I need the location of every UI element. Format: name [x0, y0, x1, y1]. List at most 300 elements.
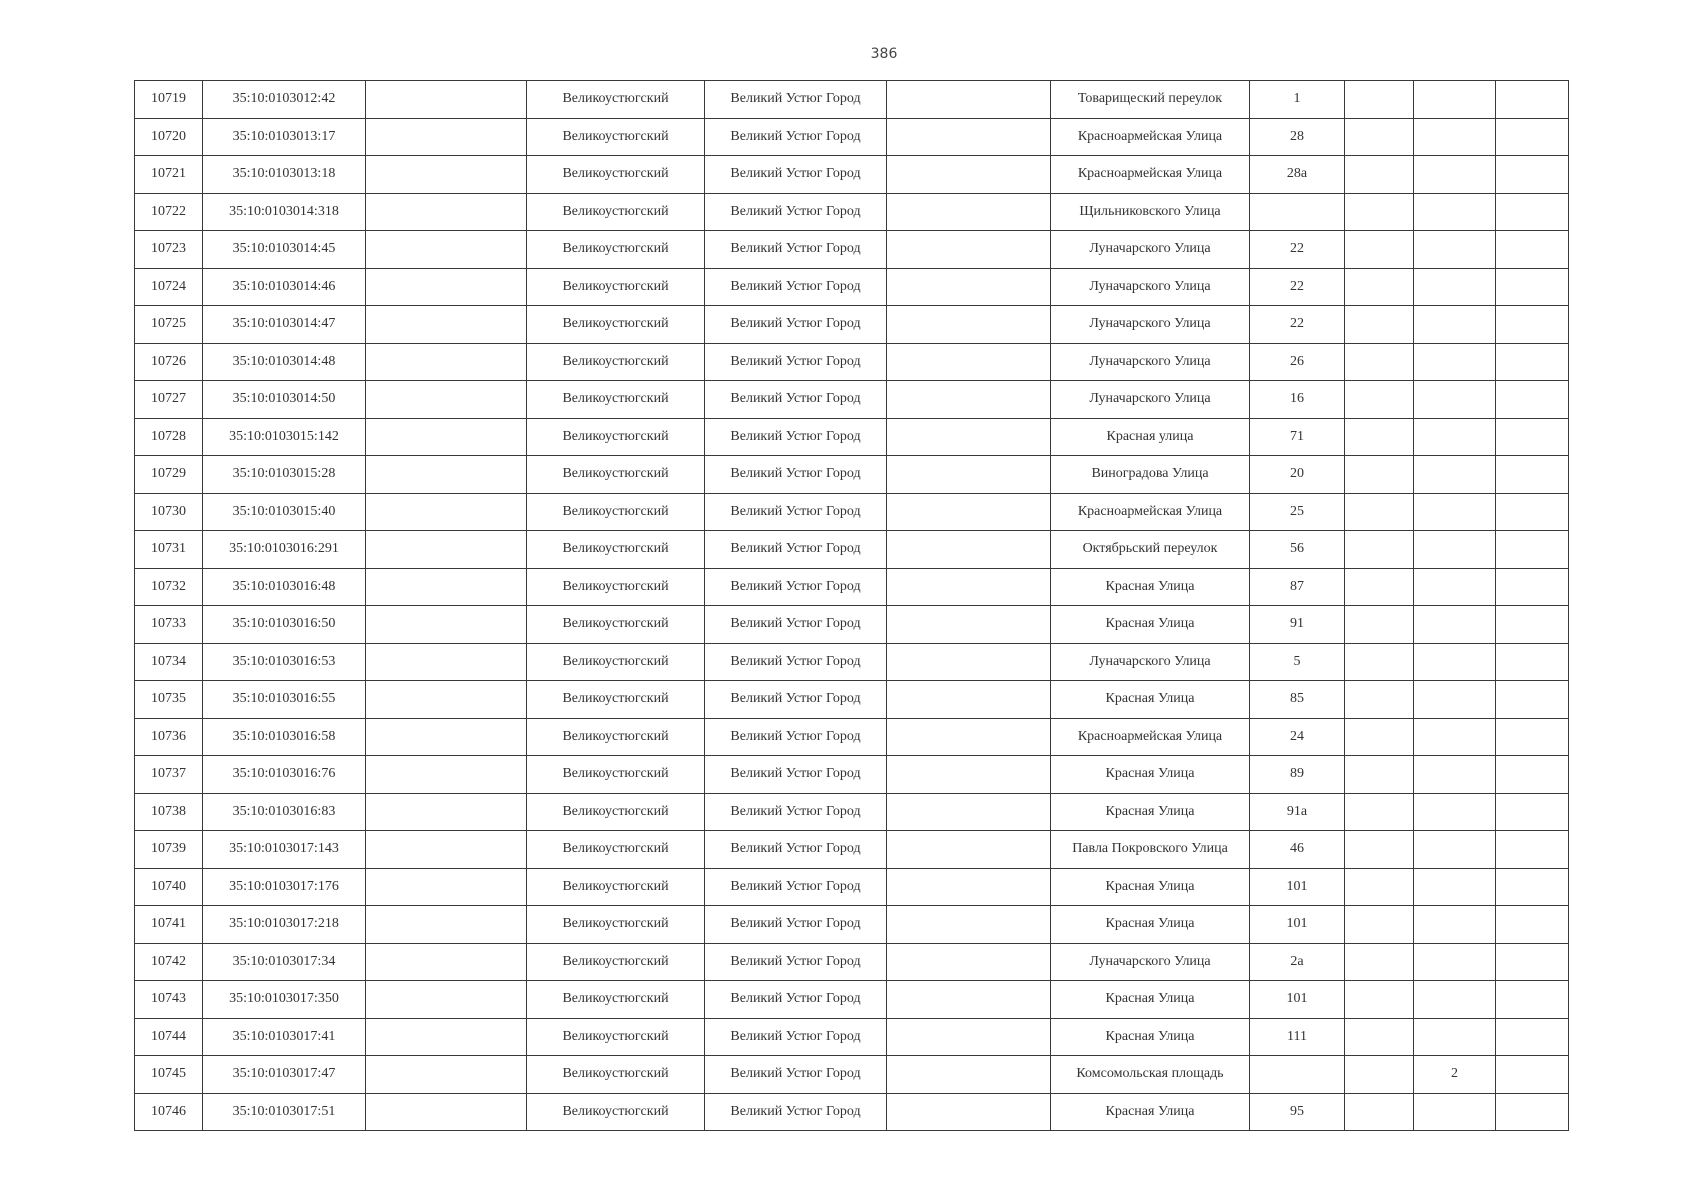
street-cell: Луначарского Улица — [1051, 643, 1250, 681]
empty-cell — [1345, 418, 1414, 456]
record-number-cell: 10719 — [135, 81, 203, 119]
extra-number-cell — [1414, 231, 1496, 269]
record-number-cell: 10738 — [135, 793, 203, 831]
house-number-cell: 101 — [1250, 906, 1345, 944]
street-cell: Красная Улица — [1051, 681, 1250, 719]
extra-number-cell — [1414, 343, 1496, 381]
record-number-cell: 10742 — [135, 943, 203, 981]
empty-cell — [1345, 1056, 1414, 1094]
empty-cell — [1345, 756, 1414, 794]
district-cell: Великоустюгский — [527, 756, 705, 794]
district-cell: Великоустюгский — [527, 606, 705, 644]
empty-cell — [1496, 1093, 1569, 1131]
empty-cell — [887, 868, 1051, 906]
locality-cell: Великий Устюг Город — [705, 606, 887, 644]
table-row — [135, 681, 1569, 719]
district-cell: Великоустюгский — [527, 1018, 705, 1056]
locality-cell: Великий Устюг Город — [705, 718, 887, 756]
district-cell: Великоустюгский — [527, 81, 705, 119]
empty-cell — [1496, 156, 1569, 194]
district-cell: Великоустюгский — [527, 831, 705, 869]
locality-cell: Великий Устюг Город — [705, 456, 887, 494]
empty-cell — [366, 868, 527, 906]
locality-cell: Великий Устюг Город — [705, 1093, 887, 1131]
empty-cell — [1345, 1093, 1414, 1131]
extra-number-cell — [1414, 643, 1496, 681]
empty-cell — [1345, 118, 1414, 156]
table-row — [135, 81, 1569, 119]
cadastral-number-cell: 35:10:0103012:42 — [203, 81, 366, 119]
record-number-cell: 10739 — [135, 831, 203, 869]
extra-number-cell — [1414, 118, 1496, 156]
empty-cell — [1345, 868, 1414, 906]
empty-cell — [1496, 81, 1569, 119]
empty-cell — [887, 231, 1051, 269]
empty-cell — [1496, 606, 1569, 644]
street-cell: Красноармейская Улица — [1051, 156, 1250, 194]
district-cell: Великоустюгский — [527, 906, 705, 944]
cadastral-number-cell: 35:10:0103017:41 — [203, 1018, 366, 1056]
house-number-cell: 85 — [1250, 681, 1345, 719]
extra-number-cell: 2 — [1414, 1056, 1496, 1094]
district-cell: Великоустюгский — [527, 381, 705, 419]
empty-cell — [887, 643, 1051, 681]
empty-cell — [1496, 268, 1569, 306]
cadastral-number-cell: 35:10:0103013:17 — [203, 118, 366, 156]
empty-cell — [1496, 643, 1569, 681]
street-cell: Красноармейская Улица — [1051, 493, 1250, 531]
extra-number-cell — [1414, 381, 1496, 419]
empty-cell — [887, 1018, 1051, 1056]
empty-cell — [887, 793, 1051, 831]
empty-cell — [1496, 756, 1569, 794]
empty-cell — [1345, 493, 1414, 531]
locality-cell: Великий Устюг Город — [705, 81, 887, 119]
record-number-cell: 10724 — [135, 268, 203, 306]
cadastral-number-cell: 35:10:0103017:176 — [203, 868, 366, 906]
empty-cell — [366, 493, 527, 531]
empty-cell — [1496, 981, 1569, 1019]
empty-cell — [887, 193, 1051, 231]
empty-cell — [1496, 1056, 1569, 1094]
locality-cell: Великий Устюг Город — [705, 268, 887, 306]
cadastral-number-cell: 35:10:0103017:47 — [203, 1056, 366, 1094]
empty-cell — [1496, 231, 1569, 269]
page-number: 386 — [870, 46, 898, 62]
cadastral-number-cell: 35:10:0103015:28 — [203, 456, 366, 494]
empty-cell — [1345, 381, 1414, 419]
table-row — [135, 531, 1569, 569]
district-cell: Великоустюгский — [527, 718, 705, 756]
empty-cell — [1345, 81, 1414, 119]
record-number-cell: 10743 — [135, 981, 203, 1019]
street-cell: Луначарского Улица — [1051, 268, 1250, 306]
empty-cell — [1496, 718, 1569, 756]
record-number-cell: 10720 — [135, 118, 203, 156]
record-number-cell: 10741 — [135, 906, 203, 944]
empty-cell — [1496, 343, 1569, 381]
locality-cell: Великий Устюг Город — [705, 793, 887, 831]
table-row — [135, 643, 1569, 681]
street-cell: Комсомольская площадь — [1051, 1056, 1250, 1094]
locality-cell: Великий Устюг Город — [705, 418, 887, 456]
extra-number-cell — [1414, 681, 1496, 719]
district-cell: Великоустюгский — [527, 343, 705, 381]
empty-cell — [1345, 193, 1414, 231]
empty-cell — [1345, 606, 1414, 644]
empty-cell — [1496, 456, 1569, 494]
empty-cell — [887, 156, 1051, 194]
table-row — [135, 306, 1569, 344]
extra-number-cell — [1414, 831, 1496, 869]
house-number-cell: 95 — [1250, 1093, 1345, 1131]
empty-cell — [366, 531, 527, 569]
locality-cell: Великий Устюг Город — [705, 906, 887, 944]
cadastral-number-cell: 35:10:0103017:34 — [203, 943, 366, 981]
street-cell: Красноармейская Улица — [1051, 118, 1250, 156]
empty-cell — [1345, 718, 1414, 756]
extra-number-cell — [1414, 868, 1496, 906]
locality-cell: Великий Устюг Город — [705, 643, 887, 681]
table-row — [135, 831, 1569, 869]
record-number-cell: 10722 — [135, 193, 203, 231]
district-cell: Великоустюгский — [527, 231, 705, 269]
locality-cell: Великий Устюг Город — [705, 831, 887, 869]
table-row — [135, 193, 1569, 231]
street-cell: Щильниковского Улица — [1051, 193, 1250, 231]
cadastral-number-cell: 35:10:0103017:143 — [203, 831, 366, 869]
empty-cell — [366, 1093, 527, 1131]
district-cell: Великоустюгский — [527, 456, 705, 494]
record-number-cell: 10723 — [135, 231, 203, 269]
empty-cell — [887, 1093, 1051, 1131]
street-cell: Товарищеский переулок — [1051, 81, 1250, 119]
empty-cell — [366, 81, 527, 119]
record-number-cell: 10745 — [135, 1056, 203, 1094]
locality-cell: Великий Устюг Город — [705, 118, 887, 156]
house-number-cell: 101 — [1250, 981, 1345, 1019]
cadastral-number-cell: 35:10:0103016:55 — [203, 681, 366, 719]
empty-cell — [887, 118, 1051, 156]
record-number-cell: 10746 — [135, 1093, 203, 1131]
record-number-cell: 10732 — [135, 568, 203, 606]
district-cell: Великоустюгский — [527, 643, 705, 681]
house-number-cell — [1250, 1056, 1345, 1094]
record-number-cell: 10740 — [135, 868, 203, 906]
cadastral-number-cell: 35:10:0103014:47 — [203, 306, 366, 344]
cadastral-number-cell: 35:10:0103016:291 — [203, 531, 366, 569]
empty-cell — [1345, 268, 1414, 306]
table-row — [135, 718, 1569, 756]
empty-cell — [1496, 681, 1569, 719]
record-number-cell: 10744 — [135, 1018, 203, 1056]
empty-cell — [366, 981, 527, 1019]
table-row — [135, 268, 1569, 306]
empty-cell — [366, 381, 527, 419]
district-cell: Великоустюгский — [527, 268, 705, 306]
district-cell: Великоустюгский — [527, 868, 705, 906]
extra-number-cell — [1414, 718, 1496, 756]
table-row — [135, 568, 1569, 606]
empty-cell — [366, 343, 527, 381]
house-number-cell: 71 — [1250, 418, 1345, 456]
extra-number-cell — [1414, 981, 1496, 1019]
house-number-cell: 91 — [1250, 606, 1345, 644]
house-number-cell: 5 — [1250, 643, 1345, 681]
table-row — [135, 231, 1569, 269]
record-number-cell: 10733 — [135, 606, 203, 644]
empty-cell — [1496, 493, 1569, 531]
street-cell: Луначарского Улица — [1051, 306, 1250, 344]
district-cell: Великоустюгский — [527, 193, 705, 231]
extra-number-cell — [1414, 456, 1496, 494]
street-cell: Красная Улица — [1051, 868, 1250, 906]
empty-cell — [1345, 456, 1414, 494]
empty-cell — [1345, 306, 1414, 344]
empty-cell — [366, 193, 527, 231]
table-row — [135, 793, 1569, 831]
street-cell: Луначарского Улица — [1051, 343, 1250, 381]
record-number-cell: 10734 — [135, 643, 203, 681]
locality-cell: Великий Устюг Город — [705, 868, 887, 906]
empty-cell — [1345, 231, 1414, 269]
cadastral-number-cell: 35:10:0103016:50 — [203, 606, 366, 644]
empty-cell — [366, 793, 527, 831]
house-number-cell: 111 — [1250, 1018, 1345, 1056]
street-cell: Красная Улица — [1051, 606, 1250, 644]
table-row — [135, 493, 1569, 531]
empty-cell — [1345, 643, 1414, 681]
empty-cell — [887, 981, 1051, 1019]
cadastral-number-cell: 35:10:0103017:218 — [203, 906, 366, 944]
empty-cell — [366, 681, 527, 719]
empty-cell — [887, 531, 1051, 569]
table-row — [135, 606, 1569, 644]
record-number-cell: 10736 — [135, 718, 203, 756]
register-body — [135, 81, 1569, 1131]
empty-cell — [887, 493, 1051, 531]
street-cell: Красноармейская Улица — [1051, 718, 1250, 756]
record-number-cell: 10737 — [135, 756, 203, 794]
empty-cell — [1496, 831, 1569, 869]
house-number-cell: 22 — [1250, 268, 1345, 306]
street-cell: Луначарского Улица — [1051, 943, 1250, 981]
house-number-cell: 1 — [1250, 81, 1345, 119]
empty-cell — [1345, 343, 1414, 381]
empty-cell — [366, 643, 527, 681]
street-cell: Красная Улица — [1051, 756, 1250, 794]
district-cell: Великоустюгский — [527, 568, 705, 606]
locality-cell: Великий Устюг Город — [705, 193, 887, 231]
empty-cell — [366, 268, 527, 306]
empty-cell — [366, 606, 527, 644]
empty-cell — [887, 81, 1051, 119]
empty-cell — [366, 1056, 527, 1094]
extra-number-cell — [1414, 756, 1496, 794]
extra-number-cell — [1414, 793, 1496, 831]
cadastral-number-cell: 35:10:0103017:350 — [203, 981, 366, 1019]
locality-cell: Великий Устюг Город — [705, 531, 887, 569]
extra-number-cell — [1414, 418, 1496, 456]
house-number-cell: 26 — [1250, 343, 1345, 381]
street-cell: Красная Улица — [1051, 981, 1250, 1019]
extra-number-cell — [1414, 606, 1496, 644]
house-number-cell: 25 — [1250, 493, 1345, 531]
extra-number-cell — [1414, 306, 1496, 344]
extra-number-cell — [1414, 1018, 1496, 1056]
district-cell: Великоустюгский — [527, 981, 705, 1019]
cadastral-number-cell: 35:10:0103014:50 — [203, 381, 366, 419]
record-number-cell: 10728 — [135, 418, 203, 456]
empty-cell — [1496, 118, 1569, 156]
empty-cell — [1496, 868, 1569, 906]
locality-cell: Великий Устюг Город — [705, 381, 887, 419]
empty-cell — [366, 906, 527, 944]
cadastral-number-cell: 35:10:0103016:48 — [203, 568, 366, 606]
locality-cell: Великий Устюг Город — [705, 156, 887, 194]
street-cell: Красная улица — [1051, 418, 1250, 456]
house-number-cell: 20 — [1250, 456, 1345, 494]
empty-cell — [887, 831, 1051, 869]
empty-cell — [366, 118, 527, 156]
empty-cell — [887, 568, 1051, 606]
empty-cell — [887, 606, 1051, 644]
cadastral-number-cell: 35:10:0103014:48 — [203, 343, 366, 381]
record-number-cell: 10731 — [135, 531, 203, 569]
house-number-cell: 56 — [1250, 531, 1345, 569]
table-row — [135, 981, 1569, 1019]
district-cell: Великоустюгский — [527, 1093, 705, 1131]
table-row — [135, 381, 1569, 419]
district-cell: Великоустюгский — [527, 118, 705, 156]
empty-cell — [366, 156, 527, 194]
empty-cell — [1345, 981, 1414, 1019]
property-register-table — [134, 80, 1569, 1131]
empty-cell — [887, 456, 1051, 494]
locality-cell: Великий Устюг Город — [705, 306, 887, 344]
street-cell: Луначарского Улица — [1051, 381, 1250, 419]
house-number-cell: 22 — [1250, 231, 1345, 269]
empty-cell — [1345, 1018, 1414, 1056]
empty-cell — [1496, 193, 1569, 231]
house-number-cell: 22 — [1250, 306, 1345, 344]
empty-cell — [887, 756, 1051, 794]
house-number-cell — [1250, 193, 1345, 231]
empty-cell — [366, 456, 527, 494]
locality-cell: Великий Устюг Город — [705, 943, 887, 981]
district-cell: Великоустюгский — [527, 531, 705, 569]
empty-cell — [887, 343, 1051, 381]
district-cell: Великоустюгский — [527, 306, 705, 344]
empty-cell — [366, 231, 527, 269]
district-cell: Великоустюгский — [527, 493, 705, 531]
table-row — [135, 943, 1569, 981]
locality-cell: Великий Устюг Город — [705, 343, 887, 381]
street-cell: Луначарского Улица — [1051, 231, 1250, 269]
locality-cell: Великий Устюг Город — [705, 493, 887, 531]
extra-number-cell — [1414, 568, 1496, 606]
cadastral-number-cell: 35:10:0103013:18 — [203, 156, 366, 194]
district-cell: Великоустюгский — [527, 681, 705, 719]
empty-cell — [887, 306, 1051, 344]
table-row — [135, 343, 1569, 381]
empty-cell — [366, 718, 527, 756]
locality-cell: Великий Устюг Город — [705, 756, 887, 794]
house-number-cell: 46 — [1250, 831, 1345, 869]
cadastral-number-cell: 35:10:0103014:45 — [203, 231, 366, 269]
cadastral-number-cell: 35:10:0103014:46 — [203, 268, 366, 306]
locality-cell: Великий Устюг Город — [705, 681, 887, 719]
extra-number-cell — [1414, 193, 1496, 231]
locality-cell: Великий Устюг Город — [705, 981, 887, 1019]
empty-cell — [1345, 681, 1414, 719]
empty-cell — [366, 831, 527, 869]
empty-cell — [887, 381, 1051, 419]
empty-cell — [1496, 906, 1569, 944]
empty-cell — [1496, 568, 1569, 606]
empty-cell — [366, 756, 527, 794]
record-number-cell: 10735 — [135, 681, 203, 719]
street-cell: Октябрьский переулок — [1051, 531, 1250, 569]
empty-cell — [1345, 793, 1414, 831]
house-number-cell: 101 — [1250, 868, 1345, 906]
table-row — [135, 906, 1569, 944]
locality-cell: Великий Устюг Город — [705, 1018, 887, 1056]
street-cell: Красная Улица — [1051, 793, 1250, 831]
house-number-cell: 28а — [1250, 156, 1345, 194]
table-row — [135, 1093, 1569, 1131]
cadastral-number-cell: 35:10:0103017:51 — [203, 1093, 366, 1131]
district-cell: Великоустюгский — [527, 793, 705, 831]
extra-number-cell — [1414, 531, 1496, 569]
empty-cell — [366, 568, 527, 606]
table-row — [135, 868, 1569, 906]
empty-cell — [1496, 306, 1569, 344]
cadastral-number-cell: 35:10:0103016:76 — [203, 756, 366, 794]
house-number-cell: 2а — [1250, 943, 1345, 981]
street-cell: Павла Покровского Улица — [1051, 831, 1250, 869]
record-number-cell: 10725 — [135, 306, 203, 344]
cadastral-number-cell: 35:10:0103016:53 — [203, 643, 366, 681]
extra-number-cell — [1414, 268, 1496, 306]
empty-cell — [1345, 531, 1414, 569]
empty-cell — [887, 718, 1051, 756]
street-cell: Красная Улица — [1051, 568, 1250, 606]
record-number-cell: 10727 — [135, 381, 203, 419]
empty-cell — [1496, 531, 1569, 569]
street-cell: Красная Улица — [1051, 1018, 1250, 1056]
locality-cell: Великий Устюг Город — [705, 1056, 887, 1094]
table-row — [135, 118, 1569, 156]
empty-cell — [1496, 793, 1569, 831]
house-number-cell: 87 — [1250, 568, 1345, 606]
table-row — [135, 1018, 1569, 1056]
empty-cell — [366, 943, 527, 981]
cadastral-number-cell: 35:10:0103014:318 — [203, 193, 366, 231]
table-row — [135, 1056, 1569, 1094]
empty-cell — [887, 943, 1051, 981]
empty-cell — [1345, 906, 1414, 944]
empty-cell — [1345, 156, 1414, 194]
empty-cell — [887, 681, 1051, 719]
house-number-cell: 28 — [1250, 118, 1345, 156]
cadastral-number-cell: 35:10:0103016:58 — [203, 718, 366, 756]
empty-cell — [887, 418, 1051, 456]
empty-cell — [1345, 943, 1414, 981]
extra-number-cell — [1414, 943, 1496, 981]
house-number-cell: 24 — [1250, 718, 1345, 756]
empty-cell — [1345, 831, 1414, 869]
